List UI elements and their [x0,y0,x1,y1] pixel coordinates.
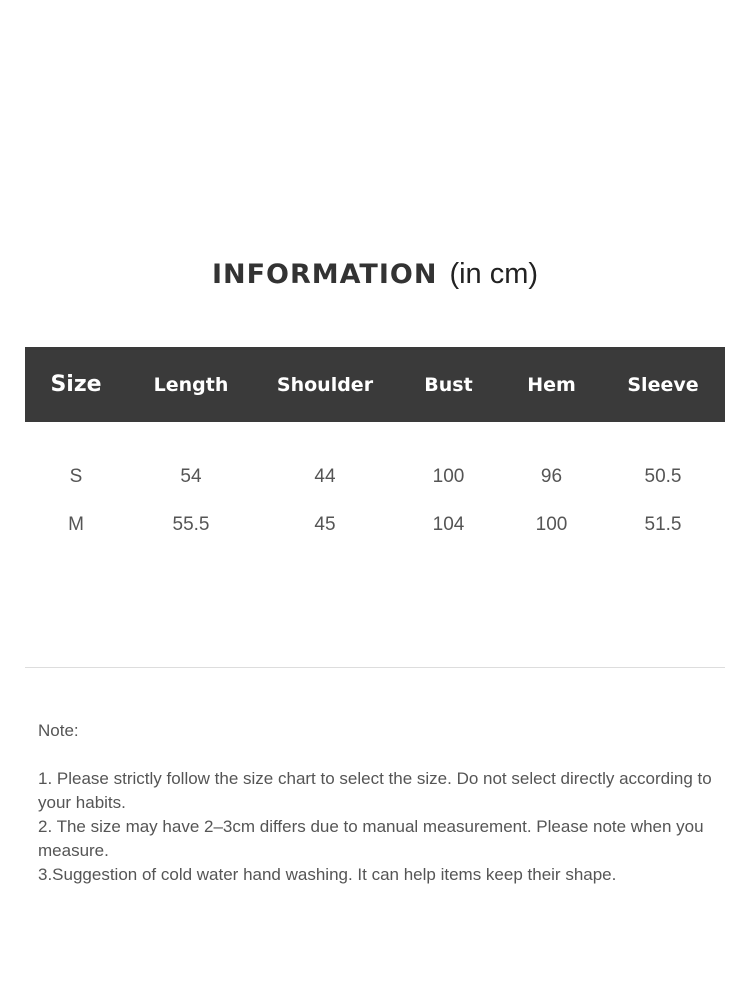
table-row [25,501,725,549]
table-header-row [25,347,725,422]
table-row [25,453,725,501]
table-body [25,453,725,549]
table-cell-shoulder: 44 [314,466,336,487]
note-item: 2. The size may have 2–3cm differs due to manual measurement. Please note when you measure. [38,817,704,860]
notes-section [38,719,728,887]
column-header-shoulder: Shoulder [276,373,374,396]
table-cell-shoulder: 45 [314,514,336,535]
table-cell-sleeve: 50.5 [644,466,682,487]
table-cell-bust: 100 [432,466,465,487]
table-cell-length: 54 [180,466,202,487]
column-header-bust: Bust [424,373,473,396]
column-header-length: Length [153,373,229,396]
notes-heading: Note: [38,721,79,740]
table-cell-hem: 100 [535,514,568,535]
column-header-sleeve: Sleeve [627,373,699,396]
table-cell-length: 55.5 [172,514,210,535]
table-cell-hem: 96 [540,466,563,487]
column-header-hem: Hem [527,373,576,396]
unit-label: (in cm) [449,258,539,290]
table-cell-size: M [68,514,84,535]
table-cell-sleeve: 51.5 [644,514,682,535]
table-cell-size: S [69,466,83,487]
section-divider [25,667,725,668]
note-item: 1. Please strictly follow the size chart to select the size. Do not select directly according to your habits. [38,769,712,812]
table-cell-bust: 104 [432,514,465,535]
column-header-size: Size [50,372,102,397]
title-text: INFORMATION [211,259,438,290]
page-title [0,258,750,291]
note-item: 3.Suggestion of cold water hand washing. It can help items keep their shape. [38,865,617,884]
size-table [25,347,725,549]
